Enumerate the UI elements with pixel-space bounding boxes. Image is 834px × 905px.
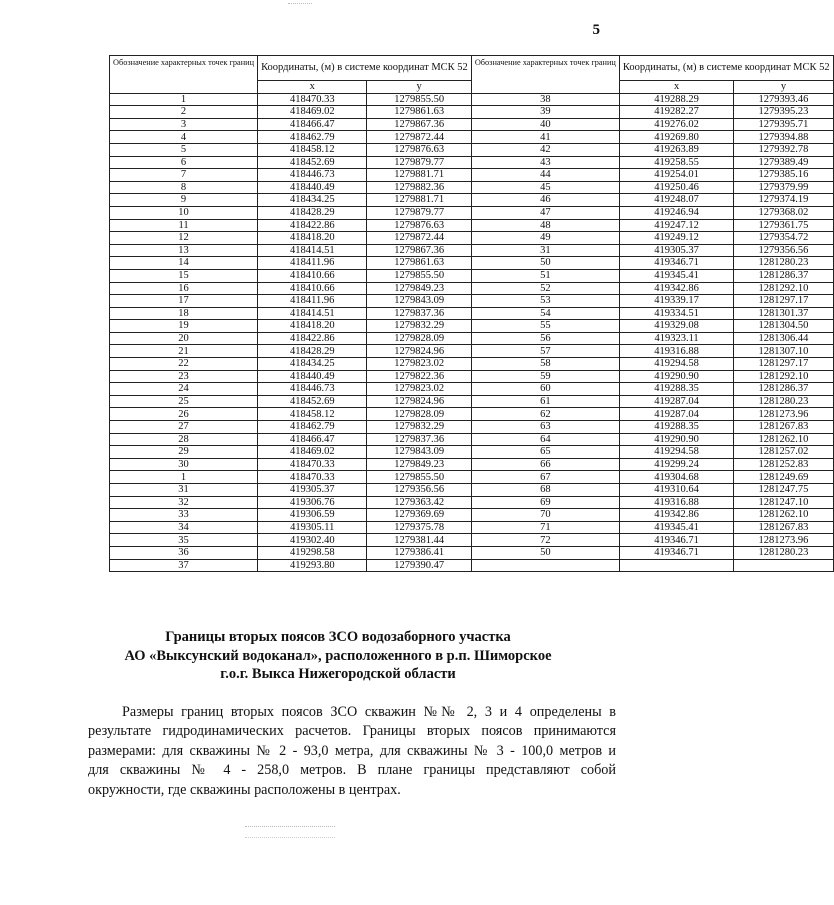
right-y-cell: 1281306.44 bbox=[734, 332, 833, 345]
left-x-cell: 418428.29 bbox=[258, 206, 367, 219]
right-y-cell: 1281273.96 bbox=[734, 408, 833, 421]
right-x-cell: 419294.58 bbox=[619, 358, 733, 371]
table-row bbox=[110, 421, 834, 434]
left-point-cell: 17 bbox=[110, 295, 258, 308]
left-y-cell: 1279855.50 bbox=[367, 471, 471, 484]
right-y-cell: 1281257.02 bbox=[734, 446, 833, 459]
table-row bbox=[110, 446, 834, 459]
table-row bbox=[110, 244, 834, 257]
right-point-cell: 43 bbox=[471, 156, 619, 169]
right-x-cell: 419249.12 bbox=[619, 232, 733, 245]
right-point-cell: 49 bbox=[471, 232, 619, 245]
left-x-cell: 418469.02 bbox=[258, 446, 367, 459]
left-y-cell: 1279828.09 bbox=[367, 332, 471, 345]
table-row bbox=[110, 118, 834, 131]
right-y-cell: 1281292.10 bbox=[734, 282, 833, 295]
left-y-cell: 1279390.47 bbox=[367, 559, 471, 572]
table-row bbox=[110, 295, 834, 308]
point-header-left: Обозначение характерных точек границ bbox=[110, 56, 258, 94]
left-y-cell: 1279879.77 bbox=[367, 206, 471, 219]
coords-header-right: Координаты, (м) в системе координат МСК 52 bbox=[619, 56, 833, 81]
right-y-cell: 1279392.78 bbox=[734, 143, 833, 156]
left-point-cell: 24 bbox=[110, 383, 258, 396]
point-header-right: Обозначение характерных точек границ bbox=[471, 56, 619, 94]
right-x-cell: 419269.80 bbox=[619, 131, 733, 144]
table-row bbox=[110, 307, 834, 320]
left-x-cell: 418446.73 bbox=[258, 383, 367, 396]
right-y-cell: 1279361.75 bbox=[734, 219, 833, 232]
left-point-cell: 16 bbox=[110, 282, 258, 295]
right-y-cell: 1279379.99 bbox=[734, 181, 833, 194]
left-y-cell: 1279363.42 bbox=[367, 496, 471, 509]
right-x-cell: 419287.04 bbox=[619, 395, 733, 408]
table-row bbox=[110, 131, 834, 144]
coordinates-table-body bbox=[110, 93, 834, 572]
right-point-cell: 54 bbox=[471, 307, 619, 320]
left-point-cell: 11 bbox=[110, 219, 258, 232]
x-header-left: х bbox=[258, 81, 367, 94]
right-point-cell: 55 bbox=[471, 320, 619, 333]
table-row bbox=[110, 546, 834, 559]
left-y-cell: 1279861.63 bbox=[367, 106, 471, 119]
right-y-cell: 1281304.50 bbox=[734, 320, 833, 333]
right-point-cell: 31 bbox=[471, 244, 619, 257]
right-y-cell: 1281262.10 bbox=[734, 509, 833, 522]
left-x-cell: 418458.12 bbox=[258, 143, 367, 156]
right-y-cell: 1279394.88 bbox=[734, 131, 833, 144]
left-point-cell: 15 bbox=[110, 269, 258, 282]
right-point-cell: 69 bbox=[471, 496, 619, 509]
left-x-cell: 418410.66 bbox=[258, 282, 367, 295]
left-y-cell: 1279824.96 bbox=[367, 395, 471, 408]
right-point-cell: 66 bbox=[471, 458, 619, 471]
left-y-cell: 1279861.63 bbox=[367, 257, 471, 270]
left-point-cell: 21 bbox=[110, 345, 258, 358]
right-point-cell: 42 bbox=[471, 143, 619, 156]
right-y-cell: 1281307.10 bbox=[734, 345, 833, 358]
left-x-cell: 418434.25 bbox=[258, 194, 367, 207]
right-x-cell: 419345.41 bbox=[619, 521, 733, 534]
left-y-cell: 1279823.02 bbox=[367, 383, 471, 396]
right-x-cell: 419346.71 bbox=[619, 546, 733, 559]
left-y-cell: 1279837.36 bbox=[367, 433, 471, 446]
scan-mark bbox=[245, 826, 335, 838]
right-point-cell: 39 bbox=[471, 106, 619, 119]
left-x-cell: 418418.20 bbox=[258, 232, 367, 245]
left-point-cell: 1 bbox=[110, 93, 258, 106]
table-row bbox=[110, 332, 834, 345]
table-row bbox=[110, 345, 834, 358]
table-row bbox=[110, 93, 834, 106]
table-row bbox=[110, 219, 834, 232]
right-x-cell: 419316.88 bbox=[619, 345, 733, 358]
right-point-cell: 57 bbox=[471, 345, 619, 358]
left-x-cell: 418462.79 bbox=[258, 421, 367, 434]
left-x-cell: 419293.80 bbox=[258, 559, 367, 572]
x-header-right: х bbox=[619, 81, 733, 94]
left-point-cell: 26 bbox=[110, 408, 258, 421]
left-y-cell: 1279822.36 bbox=[367, 370, 471, 383]
right-point-cell: 40 bbox=[471, 118, 619, 131]
left-y-cell: 1279867.36 bbox=[367, 118, 471, 131]
left-point-cell: 29 bbox=[110, 446, 258, 459]
table-row bbox=[110, 156, 834, 169]
table-row bbox=[110, 181, 834, 194]
left-point-cell: 37 bbox=[110, 559, 258, 572]
table-row bbox=[110, 408, 834, 421]
right-point-cell: 59 bbox=[471, 370, 619, 383]
left-point-cell: 12 bbox=[110, 232, 258, 245]
right-point-cell: 50 bbox=[471, 257, 619, 270]
right-x-cell: 419346.71 bbox=[619, 534, 733, 547]
right-y-cell: 1279389.49 bbox=[734, 156, 833, 169]
right-x-cell: 419339.17 bbox=[619, 295, 733, 308]
left-y-cell: 1279855.50 bbox=[367, 93, 471, 106]
left-x-cell: 418469.02 bbox=[258, 106, 367, 119]
left-x-cell: 418422.86 bbox=[258, 332, 367, 345]
right-y-cell: 1281247.75 bbox=[734, 484, 833, 497]
right-point-cell: 38 bbox=[471, 93, 619, 106]
left-y-cell: 1279832.29 bbox=[367, 421, 471, 434]
table-row bbox=[110, 206, 834, 219]
right-point-cell: 46 bbox=[471, 194, 619, 207]
right-y-cell: 1281301.37 bbox=[734, 307, 833, 320]
table-header-row bbox=[110, 56, 834, 81]
left-x-cell: 418440.49 bbox=[258, 181, 367, 194]
table-row bbox=[110, 484, 834, 497]
right-y-cell: 1281280.23 bbox=[734, 257, 833, 270]
table-row bbox=[110, 194, 834, 207]
table-row bbox=[110, 383, 834, 396]
right-x-cell: 419276.02 bbox=[619, 118, 733, 131]
coordinates-table bbox=[109, 55, 834, 572]
left-x-cell: 418414.51 bbox=[258, 244, 367, 257]
left-x-cell: 419306.59 bbox=[258, 509, 367, 522]
right-x-cell: 419250.46 bbox=[619, 181, 733, 194]
right-x-cell: 419247.12 bbox=[619, 219, 733, 232]
table-row bbox=[110, 433, 834, 446]
right-point-cell: 61 bbox=[471, 395, 619, 408]
right-x-cell: 419329.08 bbox=[619, 320, 733, 333]
right-point-cell: 45 bbox=[471, 181, 619, 194]
right-x-cell: 419246.94 bbox=[619, 206, 733, 219]
right-y-cell: 1279368.02 bbox=[734, 206, 833, 219]
right-x-cell: 419346.71 bbox=[619, 257, 733, 270]
left-point-cell: 9 bbox=[110, 194, 258, 207]
table-row bbox=[110, 559, 834, 572]
right-point-cell: 67 bbox=[471, 471, 619, 484]
right-point-cell: 65 bbox=[471, 446, 619, 459]
table-row bbox=[110, 269, 834, 282]
right-x-cell: 419323.11 bbox=[619, 332, 733, 345]
right-y-cell: 1281280.23 bbox=[734, 395, 833, 408]
right-y-cell: 1279356.56 bbox=[734, 244, 833, 257]
left-point-cell: 35 bbox=[110, 534, 258, 547]
left-point-cell: 30 bbox=[110, 458, 258, 471]
y-header-left: у bbox=[367, 81, 471, 94]
right-x-cell: 419287.04 bbox=[619, 408, 733, 421]
table-row bbox=[110, 106, 834, 119]
left-y-cell: 1279849.23 bbox=[367, 458, 471, 471]
left-x-cell: 418470.33 bbox=[258, 471, 367, 484]
right-x-cell: 419342.86 bbox=[619, 509, 733, 522]
right-point-cell: 62 bbox=[471, 408, 619, 421]
right-y-cell: 1281252.83 bbox=[734, 458, 833, 471]
right-y-cell: 1281286.37 bbox=[734, 269, 833, 282]
left-point-cell: 19 bbox=[110, 320, 258, 333]
left-y-cell: 1279843.09 bbox=[367, 295, 471, 308]
body-paragraph bbox=[88, 703, 616, 800]
table-row bbox=[110, 320, 834, 333]
right-y-cell: 1279354.72 bbox=[734, 232, 833, 245]
left-point-cell: 22 bbox=[110, 358, 258, 371]
right-point-cell bbox=[471, 559, 619, 572]
left-y-cell: 1279881.71 bbox=[367, 169, 471, 182]
left-point-cell: 33 bbox=[110, 509, 258, 522]
left-y-cell: 1279356.56 bbox=[367, 484, 471, 497]
right-point-cell: 72 bbox=[471, 534, 619, 547]
left-x-cell: 418446.73 bbox=[258, 169, 367, 182]
right-point-cell: 64 bbox=[471, 433, 619, 446]
page-number: 5 bbox=[592, 22, 600, 38]
paragraph-line: для скважины № 4 - 258,0 метров. В плане границы представляют собой bbox=[88, 762, 616, 779]
left-x-cell: 418428.29 bbox=[258, 345, 367, 358]
left-point-cell: 34 bbox=[110, 521, 258, 534]
right-x-cell: 419258.55 bbox=[619, 156, 733, 169]
left-y-cell: 1279381.44 bbox=[367, 534, 471, 547]
right-y-cell: 1281286.37 bbox=[734, 383, 833, 396]
right-y-cell: 1279374.19 bbox=[734, 194, 833, 207]
right-y-cell: 1281297.17 bbox=[734, 295, 833, 308]
right-x-cell: 419290.90 bbox=[619, 433, 733, 446]
right-y-cell: 1281292.10 bbox=[734, 370, 833, 383]
table-row bbox=[110, 471, 834, 484]
paragraph-line: размерами: для скважины № 2 - 93,0 метра, для скважины № 3 - 100,0 метров и bbox=[88, 742, 616, 759]
left-point-cell: 4 bbox=[110, 131, 258, 144]
left-x-cell: 419302.40 bbox=[258, 534, 367, 547]
right-point-cell: 56 bbox=[471, 332, 619, 345]
right-y-cell: 1281267.83 bbox=[734, 421, 833, 434]
right-x-cell: 419288.35 bbox=[619, 421, 733, 434]
right-y-cell: 1281273.96 bbox=[734, 534, 833, 547]
left-point-cell: 32 bbox=[110, 496, 258, 509]
left-point-cell: 10 bbox=[110, 206, 258, 219]
right-x-cell: 419299.24 bbox=[619, 458, 733, 471]
heading-line-2: АО «Выксунский водоканал», расположенного в р.п. Шиморское bbox=[124, 647, 552, 664]
left-x-cell: 418422.86 bbox=[258, 219, 367, 232]
left-x-cell: 418470.33 bbox=[258, 458, 367, 471]
left-point-cell: 18 bbox=[110, 307, 258, 320]
right-y-cell: 1281297.17 bbox=[734, 358, 833, 371]
left-x-cell: 418466.47 bbox=[258, 433, 367, 446]
right-x-cell: 419263.89 bbox=[619, 143, 733, 156]
left-x-cell: 419305.11 bbox=[258, 521, 367, 534]
right-x-cell: 419304.68 bbox=[619, 471, 733, 484]
left-y-cell: 1279872.44 bbox=[367, 232, 471, 245]
right-x-cell: 419290.90 bbox=[619, 370, 733, 383]
left-y-cell: 1279375.78 bbox=[367, 521, 471, 534]
left-y-cell: 1279879.77 bbox=[367, 156, 471, 169]
heading-line-1: Границы вторых поясов ЗСО водозаборного участка bbox=[165, 629, 511, 645]
right-x-cell: 419316.88 bbox=[619, 496, 733, 509]
left-x-cell: 418458.12 bbox=[258, 408, 367, 421]
left-point-cell: 25 bbox=[110, 395, 258, 408]
paragraph-line: Размеры границ вторых поясов ЗСО скважин №№ 2, 3 и 4 определены в bbox=[122, 704, 616, 720]
right-point-cell: 44 bbox=[471, 169, 619, 182]
left-point-cell: 2 bbox=[110, 106, 258, 119]
right-point-cell: 60 bbox=[471, 383, 619, 396]
paragraph-line: окружности, где скважины расположены в центрах. bbox=[88, 781, 401, 798]
y-header-right: у bbox=[734, 81, 833, 94]
right-point-cell: 68 bbox=[471, 484, 619, 497]
right-x-cell: 419310.64 bbox=[619, 484, 733, 497]
left-point-cell: 1 bbox=[110, 471, 258, 484]
section-heading bbox=[60, 628, 616, 684]
left-x-cell: 419306.76 bbox=[258, 496, 367, 509]
left-point-cell: 8 bbox=[110, 181, 258, 194]
scan-mark bbox=[288, 3, 312, 8]
left-point-cell: 28 bbox=[110, 433, 258, 446]
right-point-cell: 63 bbox=[471, 421, 619, 434]
left-y-cell: 1279832.29 bbox=[367, 320, 471, 333]
right-point-cell: 53 bbox=[471, 295, 619, 308]
left-y-cell: 1279849.23 bbox=[367, 282, 471, 295]
table-row bbox=[110, 169, 834, 182]
left-x-cell: 418411.96 bbox=[258, 257, 367, 270]
left-x-cell: 418466.47 bbox=[258, 118, 367, 131]
right-point-cell: 71 bbox=[471, 521, 619, 534]
left-point-cell: 14 bbox=[110, 257, 258, 270]
right-y-cell: 1281249.69 bbox=[734, 471, 833, 484]
table-row bbox=[110, 458, 834, 471]
right-y-cell: 1279395.23 bbox=[734, 106, 833, 119]
left-point-cell: 31 bbox=[110, 484, 258, 497]
left-point-cell: 7 bbox=[110, 169, 258, 182]
left-point-cell: 27 bbox=[110, 421, 258, 434]
right-y-cell bbox=[734, 559, 833, 572]
left-y-cell: 1279369.69 bbox=[367, 509, 471, 522]
table-row bbox=[110, 496, 834, 509]
table-row bbox=[110, 282, 834, 295]
left-x-cell: 418470.33 bbox=[258, 93, 367, 106]
heading-line-3: г.о.г. Выкса Нижегородской области bbox=[220, 666, 456, 682]
left-y-cell: 1279855.50 bbox=[367, 269, 471, 282]
left-y-cell: 1279386.41 bbox=[367, 546, 471, 559]
right-x-cell: 419345.41 bbox=[619, 269, 733, 282]
right-x-cell: 419254.01 bbox=[619, 169, 733, 182]
right-x-cell: 419305.37 bbox=[619, 244, 733, 257]
right-x-cell: 419294.58 bbox=[619, 446, 733, 459]
right-point-cell: 47 bbox=[471, 206, 619, 219]
left-x-cell: 418411.96 bbox=[258, 295, 367, 308]
right-point-cell: 58 bbox=[471, 358, 619, 371]
left-x-cell: 418410.66 bbox=[258, 269, 367, 282]
right-point-cell: 41 bbox=[471, 131, 619, 144]
left-point-cell: 6 bbox=[110, 156, 258, 169]
right-point-cell: 70 bbox=[471, 509, 619, 522]
left-y-cell: 1279867.36 bbox=[367, 244, 471, 257]
left-y-cell: 1279824.96 bbox=[367, 345, 471, 358]
left-y-cell: 1279872.44 bbox=[367, 131, 471, 144]
right-point-cell: 51 bbox=[471, 269, 619, 282]
table-row bbox=[110, 370, 834, 383]
left-point-cell: 36 bbox=[110, 546, 258, 559]
right-point-cell: 50 bbox=[471, 546, 619, 559]
paragraph-line: результате гидродинамических расчетов. Границы вторых поясов принимаются bbox=[88, 723, 616, 740]
left-x-cell: 419298.58 bbox=[258, 546, 367, 559]
left-point-cell: 3 bbox=[110, 118, 258, 131]
left-point-cell: 13 bbox=[110, 244, 258, 257]
right-x-cell: 419248.07 bbox=[619, 194, 733, 207]
right-y-cell: 1279393.46 bbox=[734, 93, 833, 106]
left-x-cell: 418440.49 bbox=[258, 370, 367, 383]
left-x-cell: 419305.37 bbox=[258, 484, 367, 497]
right-x-cell: 419288.35 bbox=[619, 383, 733, 396]
right-y-cell: 1281247.10 bbox=[734, 496, 833, 509]
right-y-cell: 1281280.23 bbox=[734, 546, 833, 559]
left-y-cell: 1279881.71 bbox=[367, 194, 471, 207]
right-y-cell: 1281262.10 bbox=[734, 433, 833, 446]
left-x-cell: 418452.69 bbox=[258, 156, 367, 169]
left-point-cell: 23 bbox=[110, 370, 258, 383]
left-y-cell: 1279876.63 bbox=[367, 143, 471, 156]
left-point-cell: 5 bbox=[110, 143, 258, 156]
right-y-cell: 1279385.16 bbox=[734, 169, 833, 182]
right-x-cell bbox=[619, 559, 733, 572]
left-x-cell: 418418.20 bbox=[258, 320, 367, 333]
coords-header-left: Координаты, (м) в системе координат МСК 52 bbox=[258, 56, 472, 81]
right-y-cell: 1281267.83 bbox=[734, 521, 833, 534]
left-x-cell: 418434.25 bbox=[258, 358, 367, 371]
left-y-cell: 1279837.36 bbox=[367, 307, 471, 320]
left-y-cell: 1279843.09 bbox=[367, 446, 471, 459]
table-row bbox=[110, 521, 834, 534]
left-x-cell: 418462.79 bbox=[258, 131, 367, 144]
right-x-cell: 419288.29 bbox=[619, 93, 733, 106]
right-point-cell: 52 bbox=[471, 282, 619, 295]
table-row bbox=[110, 232, 834, 245]
right-point-cell: 48 bbox=[471, 219, 619, 232]
right-x-cell: 419342.86 bbox=[619, 282, 733, 295]
right-y-cell: 1279395.71 bbox=[734, 118, 833, 131]
table-row bbox=[110, 509, 834, 522]
left-y-cell: 1279876.63 bbox=[367, 219, 471, 232]
left-x-cell: 418452.69 bbox=[258, 395, 367, 408]
left-point-cell: 20 bbox=[110, 332, 258, 345]
left-y-cell: 1279828.09 bbox=[367, 408, 471, 421]
right-x-cell: 419282.27 bbox=[619, 106, 733, 119]
table-row bbox=[110, 358, 834, 371]
table-row bbox=[110, 257, 834, 270]
left-y-cell: 1279882.36 bbox=[367, 181, 471, 194]
table-row bbox=[110, 395, 834, 408]
left-y-cell: 1279823.02 bbox=[367, 358, 471, 371]
right-x-cell: 419334.51 bbox=[619, 307, 733, 320]
table-row bbox=[110, 534, 834, 547]
table-row bbox=[110, 143, 834, 156]
left-x-cell: 418414.51 bbox=[258, 307, 367, 320]
